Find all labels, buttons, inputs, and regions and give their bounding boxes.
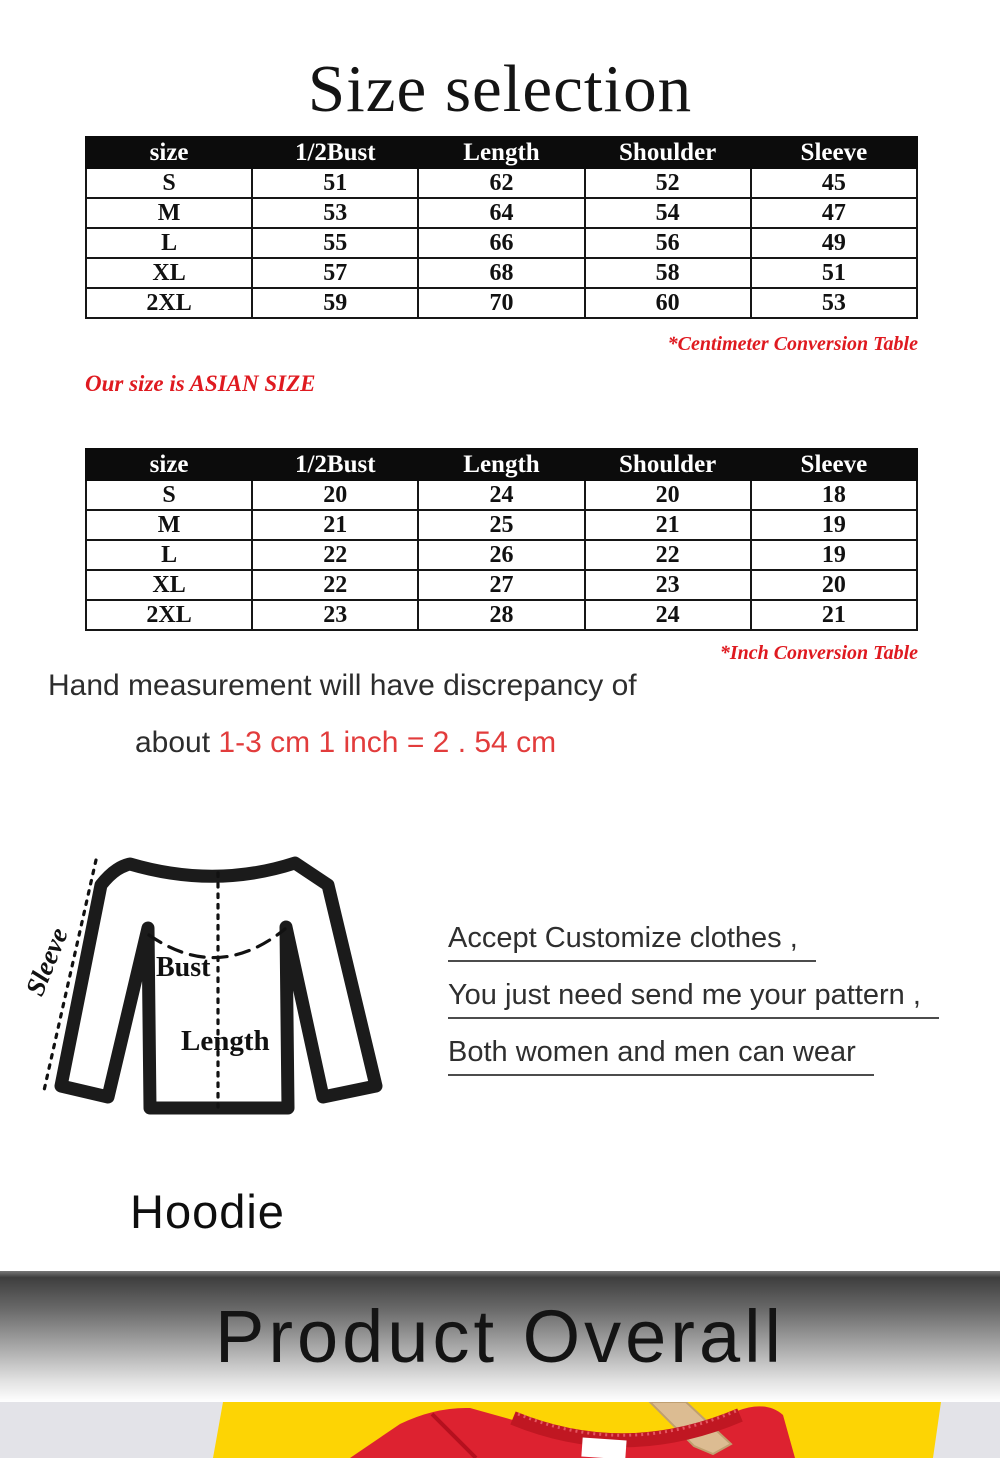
size-cell: 54 (585, 198, 751, 228)
white-tag (581, 1437, 626, 1458)
size-cell: 22 (585, 540, 751, 570)
size-cell: 62 (418, 168, 584, 198)
size-table-inch (85, 448, 918, 631)
size-cell: 19 (751, 510, 917, 540)
column-header-1-2bust: 1/2Bust (252, 137, 418, 168)
size-cell: 51 (252, 168, 418, 198)
size-row-2xl (86, 288, 917, 318)
size-cell: 20 (252, 480, 418, 510)
discrepancy-red-text: 1-3 cm 1 inch = 2 . 54 cm (218, 726, 557, 759)
size-cell: M (86, 510, 252, 540)
size-row-2xl (86, 600, 917, 630)
size-row-xl (86, 570, 917, 600)
centimeter-conversion-note: *Centimeter Conversion Table (667, 333, 918, 355)
size-cell: 53 (252, 198, 418, 228)
size-cell: 25 (418, 510, 584, 540)
size-cell: 68 (418, 258, 584, 288)
hoodie-measurement-diagram (18, 843, 448, 1155)
column-header-size: size (86, 449, 252, 480)
column-header-length: Length (418, 137, 584, 168)
size-table-inch-header (86, 449, 917, 480)
banner-title: Product Overall (215, 1295, 785, 1378)
column-header-1-2bust: 1/2Bust (252, 449, 418, 480)
size-cell: 24 (418, 480, 584, 510)
size-cell: 2XL (86, 288, 252, 318)
size-cell: 20 (751, 570, 917, 600)
size-cell: 52 (585, 168, 751, 198)
customize-line-2: You just need send me your pattern , (448, 979, 939, 1019)
size-cell: S (86, 168, 252, 198)
customize-line-1: Accept Customize clothes , (448, 922, 816, 962)
size-cell: 53 (751, 288, 917, 318)
size-cell: 64 (418, 198, 584, 228)
size-cell: 18 (751, 480, 917, 510)
header-row (86, 449, 917, 480)
size-cell: 45 (751, 168, 917, 198)
size-cell: 19 (751, 540, 917, 570)
size-cell: XL (86, 258, 252, 288)
size-row-s (86, 480, 917, 510)
size-cell: 51 (751, 258, 917, 288)
size-cell: 21 (585, 510, 751, 540)
size-cell: 26 (418, 540, 584, 570)
size-cell: 27 (418, 570, 584, 600)
column-header-length: Length (418, 449, 584, 480)
size-row-l (86, 540, 917, 570)
size-cell: 21 (252, 510, 418, 540)
bust-label: Bust (156, 952, 211, 983)
size-cell: 28 (418, 600, 584, 630)
discrepancy-text-line2 (135, 726, 556, 760)
size-cell: 23 (585, 570, 751, 600)
size-cell: 70 (418, 288, 584, 318)
size-cell: 21 (751, 600, 917, 630)
asian-size-note: Our size is ASIAN SIZE (85, 371, 316, 396)
size-cell: 22 (252, 570, 418, 600)
product-photo-art (0, 1402, 1000, 1458)
column-header-shoulder: Shoulder (585, 449, 751, 480)
size-row-l (86, 228, 917, 258)
page-title: Size selection (307, 51, 693, 126)
size-cell: M (86, 198, 252, 228)
size-table-centimeter-header (86, 137, 917, 168)
size-table-centimeter (85, 136, 918, 319)
size-cell: 56 (585, 228, 751, 258)
size-cell: XL (86, 570, 252, 600)
customize-line-3: Both women and men can wear (448, 1036, 874, 1076)
discrepancy-about: about (135, 726, 211, 759)
inch-conversion-note: *Inch Conversion Table (719, 642, 918, 664)
size-cell: 24 (585, 600, 751, 630)
size-cell: S (86, 480, 252, 510)
size-cell: 49 (751, 228, 917, 258)
size-cell: 66 (418, 228, 584, 258)
size-cell: 47 (751, 198, 917, 228)
size-cell: 20 (585, 480, 751, 510)
size-cell: L (86, 540, 252, 570)
size-cell: 59 (252, 288, 418, 318)
product-overall-banner (0, 1271, 1000, 1402)
size-cell: 57 (252, 258, 418, 288)
size-cell: 60 (585, 288, 751, 318)
column-header-shoulder: Shoulder (585, 137, 751, 168)
size-cell: L (86, 228, 252, 258)
discrepancy-text-line1: Hand measurement will have discrepancy of (48, 669, 637, 702)
size-cell: 2XL (86, 600, 252, 630)
product-type-label: Hoodie (130, 1185, 285, 1238)
size-cell: 22 (252, 540, 418, 570)
column-header-size: size (86, 137, 252, 168)
size-row-xl (86, 258, 917, 288)
size-cell: 55 (252, 228, 418, 258)
size-row-s (86, 168, 917, 198)
length-label: Length (181, 1025, 270, 1057)
size-cell: 58 (585, 258, 751, 288)
size-row-m (86, 510, 917, 540)
size-table-centimeter-body (86, 168, 917, 318)
product-photo (0, 1402, 1000, 1458)
size-row-m (86, 198, 917, 228)
header-row (86, 137, 917, 168)
column-header-sleeve: Sleeve (751, 449, 917, 480)
size-table-inch-body (86, 480, 917, 630)
sleeve-label: Sleeve (19, 923, 74, 1000)
column-header-sleeve: Sleeve (751, 137, 917, 168)
size-cell: 23 (252, 600, 418, 630)
customize-text-block (448, 922, 939, 1093)
